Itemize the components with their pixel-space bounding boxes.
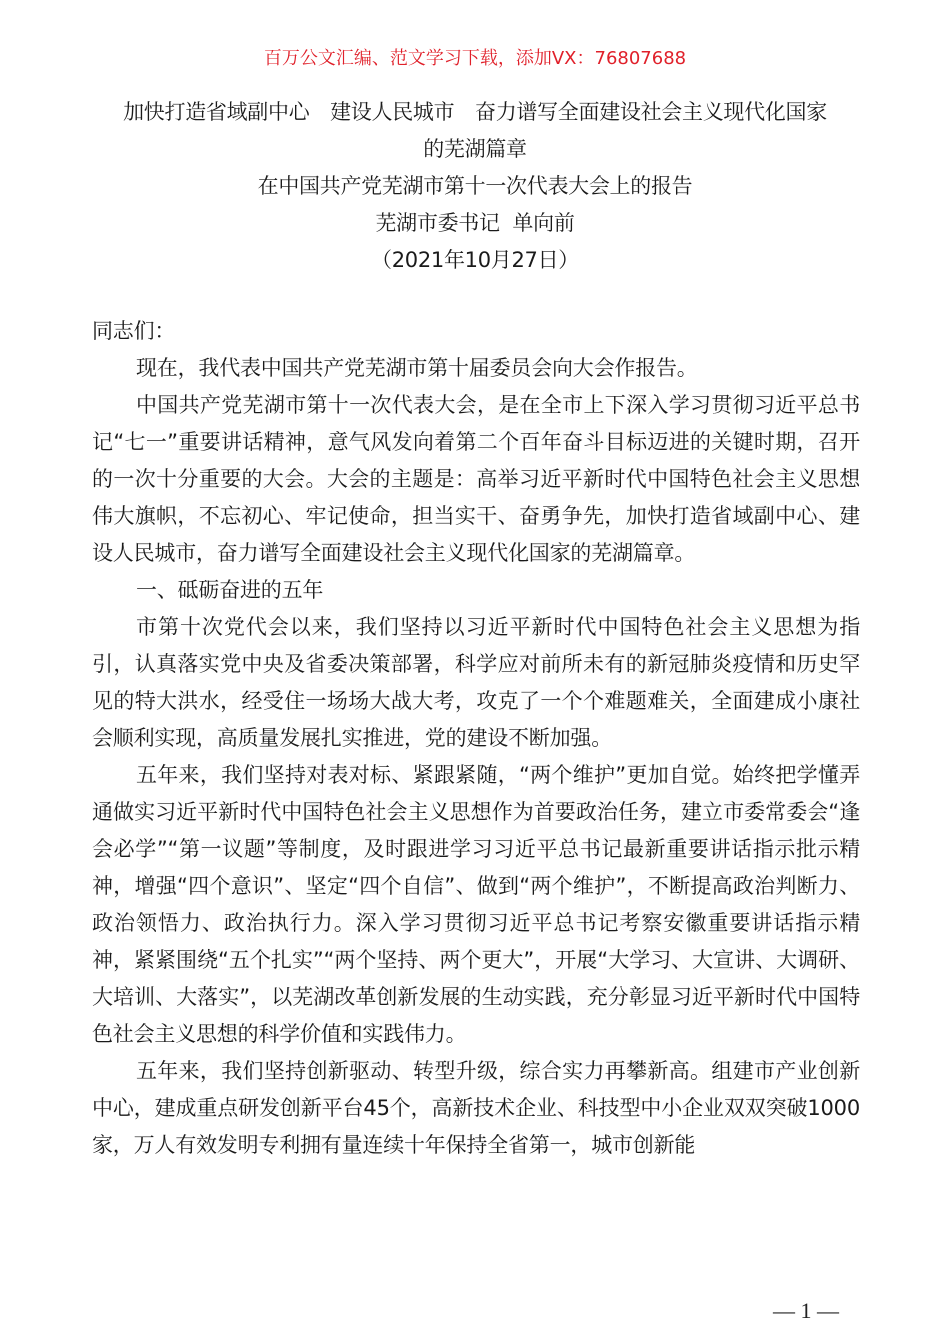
report-title-line-2: 的芜湖篇章 <box>423 137 527 161</box>
report-date: （2021年10月27日） <box>371 248 579 272</box>
salutation: 同志们： <box>92 319 176 343</box>
document-header <box>80 94 870 279</box>
paragraph: 五年来，我们坚持对表对标、紧跟紧随，“两个维护”更加自觉。始终把学懂弄通做实习近平新时代中国特色社会主义思想作为首要政治任务，建立市委常委会“逢会必学”“第一议题”等制度，及时跟进学习习近平总书记最新重要讲话指示批示精神，增强“四个意识”、坚定“四个自信”、做到“两个维护”，不断提高政治判断力、政治领悟力、政治执行力。深入学习贯彻习近平总书记考察安徽重要讲话指示精神，紧紧围绕“五个扎实”“两个坚持、两个更大”，开展“大学习、大宣讲、大调研、大培训、大落实”，以芜湖改革创新发展的生动实践，充分彰显习近平新时代中国特色社会主义思想的科学价值和实践伟力。 <box>92 763 860 1046</box>
promo-banner: 百万公文汇编、范文学习下载，添加VX：76807688 <box>263 48 687 69</box>
page-number: — 1 — <box>773 1298 839 1323</box>
section-heading: 一、砥砺奋进的五年 <box>136 578 324 602</box>
document-body <box>92 313 860 1164</box>
paragraph: 市第十次党代会以来，我们坚持以习近平新时代中国特色社会主义思想为指引，认真落实党中央及省委决策部署，科学应对前所未有的新冠肺炎疫情和历史罕见的特大洪水，经受住一场场大战大考，攻克了一个个难题难关，全面建成小康社会顺利实现，高质量发展扎实推进，党的建设不断加强。 <box>92 615 860 750</box>
paragraph: 现在，我代表中国共产党芜湖市第十届委员会向大会作报告。 <box>136 356 698 380</box>
report-subtitle: 在中国共产党芜湖市第十一次代表大会上的报告 <box>257 174 693 198</box>
report-title-line-1: 加快打造省域副中心 建设人民城市 奋力谱写全面建设社会主义现代化国家 <box>123 100 827 124</box>
report-author: 芜湖市委书记 单向前 <box>375 211 575 235</box>
paragraph: 中国共产党芜湖市第十一次代表大会，是在全市上下深入学习贯彻习近平总书记“七一”重要讲话精神，意气风发向着第二个百年奋斗目标迈进的关键时期，召开的一次十分重要的大会。大会的主题是：高举习近平新时代中国特色社会主义思想伟大旗帜，不忘初心、牢记使命，担当实干、奋勇争先，加快打造省域副中心、建设人民城市，奋力谱写全面建设社会主义现代化国家的芜湖篇章。 <box>92 393 860 565</box>
paragraph: 五年来，我们坚持创新驱动、转型升级，综合实力再攀新高。组建市产业创新中心，建成重点研发创新平台45个，高新技术企业、科技型中小企业双双突破1000家，万人有效发明专利拥有量连续十年保持全省第一，城市创新能 <box>92 1059 860 1157</box>
